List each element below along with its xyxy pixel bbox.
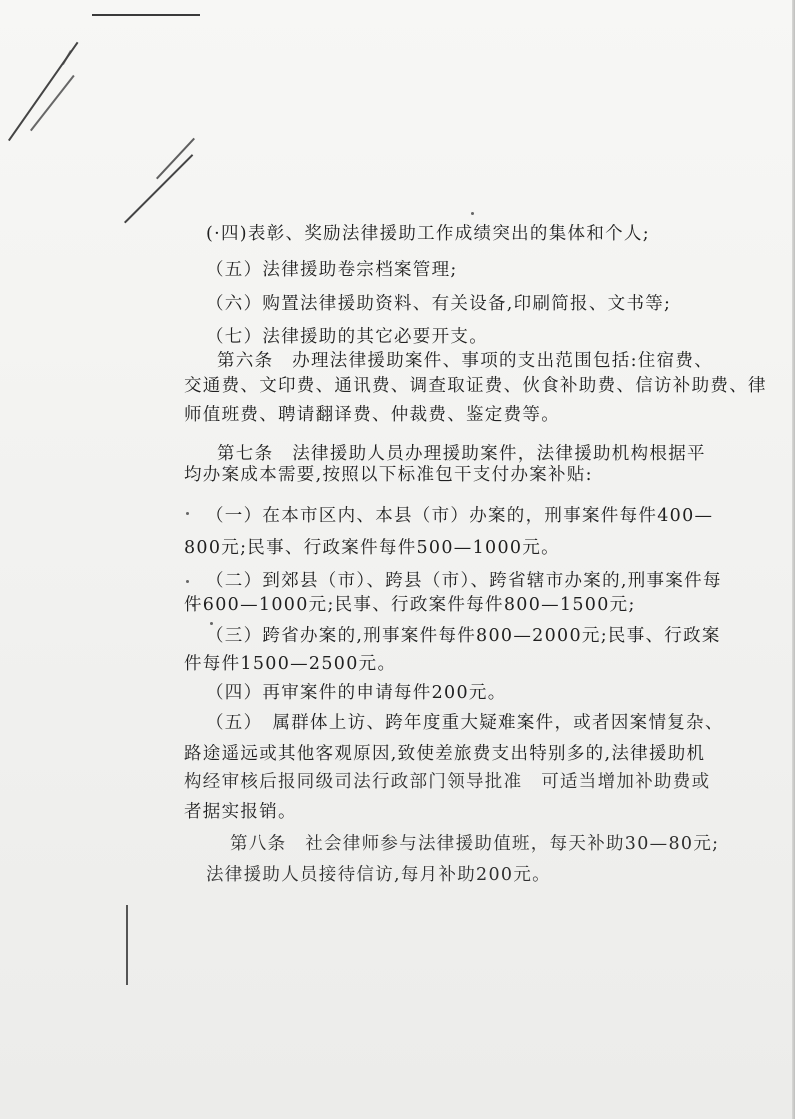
text-line: 路途遥远或其他客观原因,致使差旅费支出特别多的,法律援助机: [184, 744, 706, 764]
text-line: 件每件1500—2500元。: [184, 654, 397, 674]
text-line: 师值班费、聘请翻译费、仲裁费、鉴定费等。: [184, 405, 560, 425]
text-line: （六）购置法律援助资料、有关设备,印刷简报、文书等;: [206, 294, 672, 314]
text-line: (·四)表彰、奖励法律援助工作成绩突出的集体和个人;: [206, 224, 650, 244]
text-line: 第七条 法律援助人员办理援助案件，法律援助机构根据平: [217, 444, 706, 464]
text-line: （三）跨省办案的,刑事案件每件800—2000元;民事、行政案: [206, 626, 721, 646]
text-line: 法律援助人员接待信访,每月补助200元。: [206, 865, 551, 885]
text-line: （七）法律援助的其它必要开支。: [206, 327, 488, 347]
text-line: 者据实报销。: [184, 802, 297, 822]
text-line: （四）再审案件的申请每件200元。: [206, 683, 507, 703]
text-line: （二）到郊县（市）、跨县（市）、跨省辖市办案的,刑事案件每: [206, 571, 722, 591]
text-line: 第八条 社会律师参与法律援助值班，每天补助30—80元;: [230, 834, 720, 854]
text-line: （一）在本市区内、本县（市）办案的，刑事案件每件400—: [206, 506, 714, 526]
text-line: 均办案成本需要,按照以下标准包干支付办案补贴:: [184, 465, 593, 485]
text-line: 构经审核后报同级司法行政部门领导批准 可适当增加补助费或: [184, 772, 711, 792]
text-line: （五）法律援助卷宗档案管理;: [206, 260, 458, 280]
text-line: 件600—1000元;民事、行政案件每件800—1500元;: [184, 595, 636, 615]
text-line: 第六条 办理法律援助案件、事项的支出范围包括:住宿费、: [217, 351, 713, 371]
text-line: 交通费、文印费、通讯费、调查取证费、伙食补助费、信访补助费、律: [184, 376, 767, 396]
text-line: （五） 属群体上访、跨年度重大疑难案件，或者因案情复杂、: [206, 713, 724, 733]
text-line: 800元;民事、行政案件每件500—1000元。: [184, 538, 560, 558]
